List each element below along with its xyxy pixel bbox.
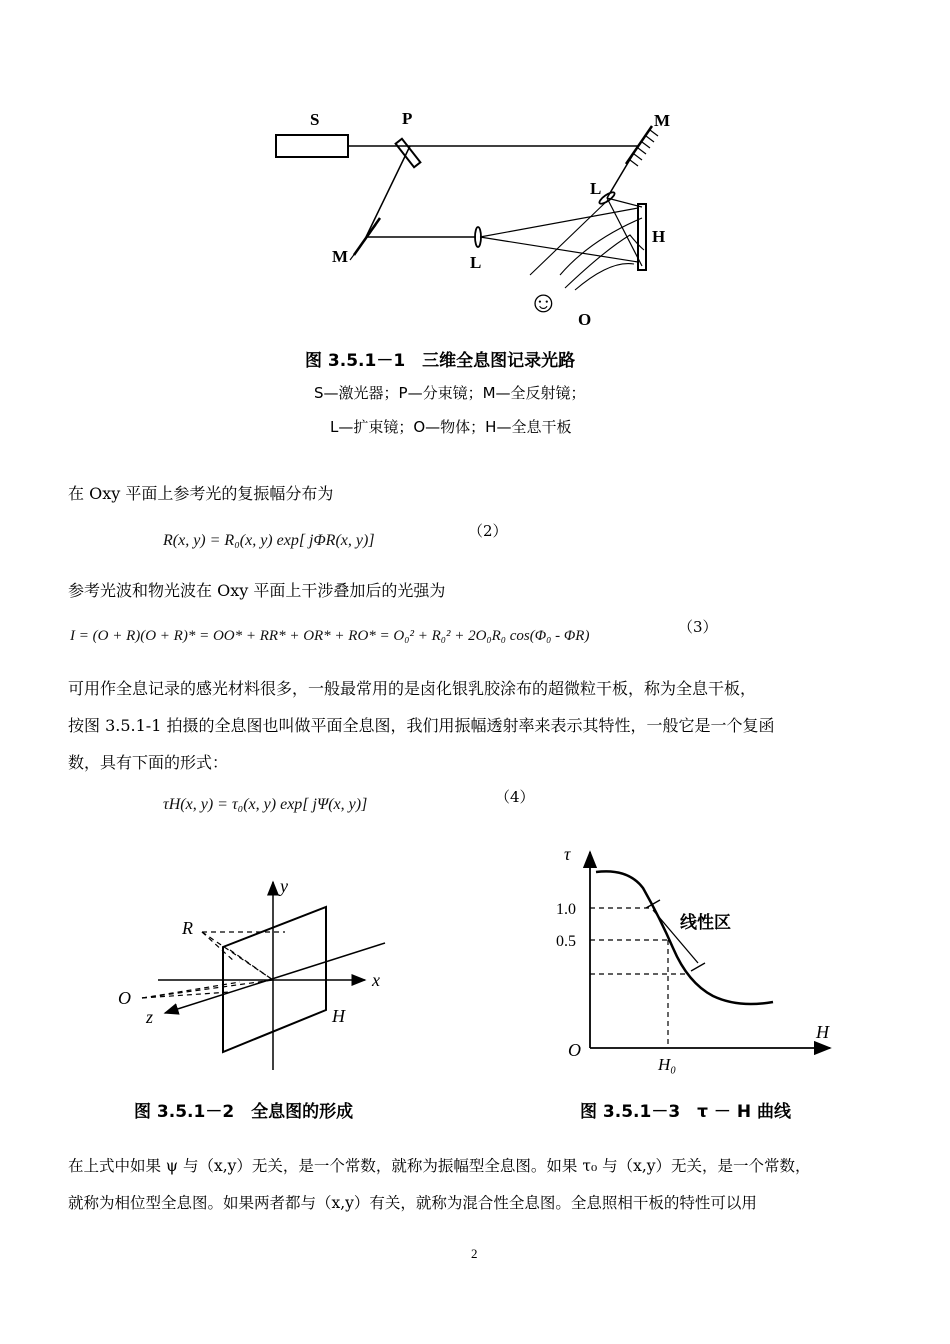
equation-4-number: （4） bbox=[495, 788, 535, 806]
figure1-caption-line2: L—扩束镜；O—物体；H—全息干板 bbox=[330, 418, 572, 436]
smiley-object-icon: ☺ bbox=[528, 286, 559, 319]
label-O: O bbox=[118, 988, 131, 1008]
tau-H-curve bbox=[596, 871, 773, 1004]
equation-3-number: （3） bbox=[678, 618, 718, 636]
label-M-top: M bbox=[654, 111, 671, 130]
z-axis bbox=[165, 943, 385, 1013]
label-L-small: L bbox=[590, 179, 602, 198]
figure2-caption: 图 3.5.1－2 全息图的形成 bbox=[134, 1102, 354, 1122]
label-P: P bbox=[402, 109, 413, 128]
paragraph-4-line2: 就称为相位型全息图。如果两者都与（x,y）有关，就称为混合性全息图。全息照相干板的特性可以用 bbox=[68, 1194, 757, 1212]
paragraph-1: 在 Oxy 平面上参考光的复振幅分布为 bbox=[68, 484, 334, 503]
tick-1.0: 1.0 bbox=[556, 901, 576, 918]
figure-tau-H-curve bbox=[548, 838, 848, 1078]
label-tau: τ bbox=[564, 844, 571, 864]
equation-2-number: （2） bbox=[468, 522, 508, 540]
figure3-caption: 图 3.5.1－3 τ － H 曲线 bbox=[580, 1102, 791, 1122]
label-O: O bbox=[578, 310, 592, 329]
label-H: H bbox=[332, 1006, 345, 1026]
figure1-caption-title: 图 3.5.1－1 三维全息图记录光路 bbox=[305, 351, 576, 371]
label-H: H bbox=[816, 1022, 829, 1042]
page-number: 2 bbox=[471, 1246, 478, 1261]
beam-splitter bbox=[396, 139, 421, 168]
label-R: R bbox=[182, 918, 193, 938]
label-y: y bbox=[280, 876, 288, 896]
laser-box bbox=[276, 135, 348, 157]
label-origin-O: O bbox=[568, 1040, 581, 1060]
label-H0: H₀ bbox=[658, 1055, 677, 1074]
label-x: x bbox=[372, 970, 380, 990]
label-S: S bbox=[310, 110, 320, 129]
paragraph-3-line1: 可用作全息记录的感光材料很多，一般最常用的是卤化银乳胶涂布的超微粒干板，称为全息干板， bbox=[68, 679, 757, 698]
paragraph-2: 参考光波和物光波在 Oxy 平面上干涉叠加后的光强为 bbox=[68, 581, 446, 600]
label-linear-region: 线性区 bbox=[680, 913, 731, 933]
paragraph-3-line3: 数，具有下面的形式： bbox=[68, 753, 229, 772]
label-z: z bbox=[146, 1007, 154, 1027]
paragraph-4-line1: 在上式中如果 ψ 与（x,y）无关，是一个常数，就称为振幅型全息图。如果 τ₀ 与（x,y）无关，是一个常数， bbox=[68, 1157, 811, 1175]
figure-hologram-formation bbox=[110, 870, 410, 1070]
equation-4: τH(x, y) = τ₀(x, y) exp[ jΨ(x, y)] bbox=[163, 796, 368, 813]
tick-0.5: 0.5 bbox=[556, 933, 576, 950]
equation-3: I = (O + R)(O + R)* = OO* + RR* + OR* + RO* = O₀² + R₀² + 2O₀R₀ cos(Φ₀ - ΦR) bbox=[70, 628, 590, 644]
label-H: H bbox=[652, 227, 666, 246]
paragraph-3-line2: 按图 3.5.1-1 拍摄的全息图也叫做平面全息图，我们用振幅透射率来表示其特性，一般它是一个复函 bbox=[68, 716, 775, 735]
equation-2: R(x, y) = R₀(x, y) exp[ jΦR(x, y)] bbox=[163, 532, 375, 549]
figure1-caption-line1: S—激光器；P—分束镜；M—全反射镜； bbox=[314, 384, 586, 402]
figure-holography-setup bbox=[260, 100, 680, 340]
label-M-left: M bbox=[332, 247, 349, 266]
label-L-lens: L bbox=[470, 253, 482, 272]
